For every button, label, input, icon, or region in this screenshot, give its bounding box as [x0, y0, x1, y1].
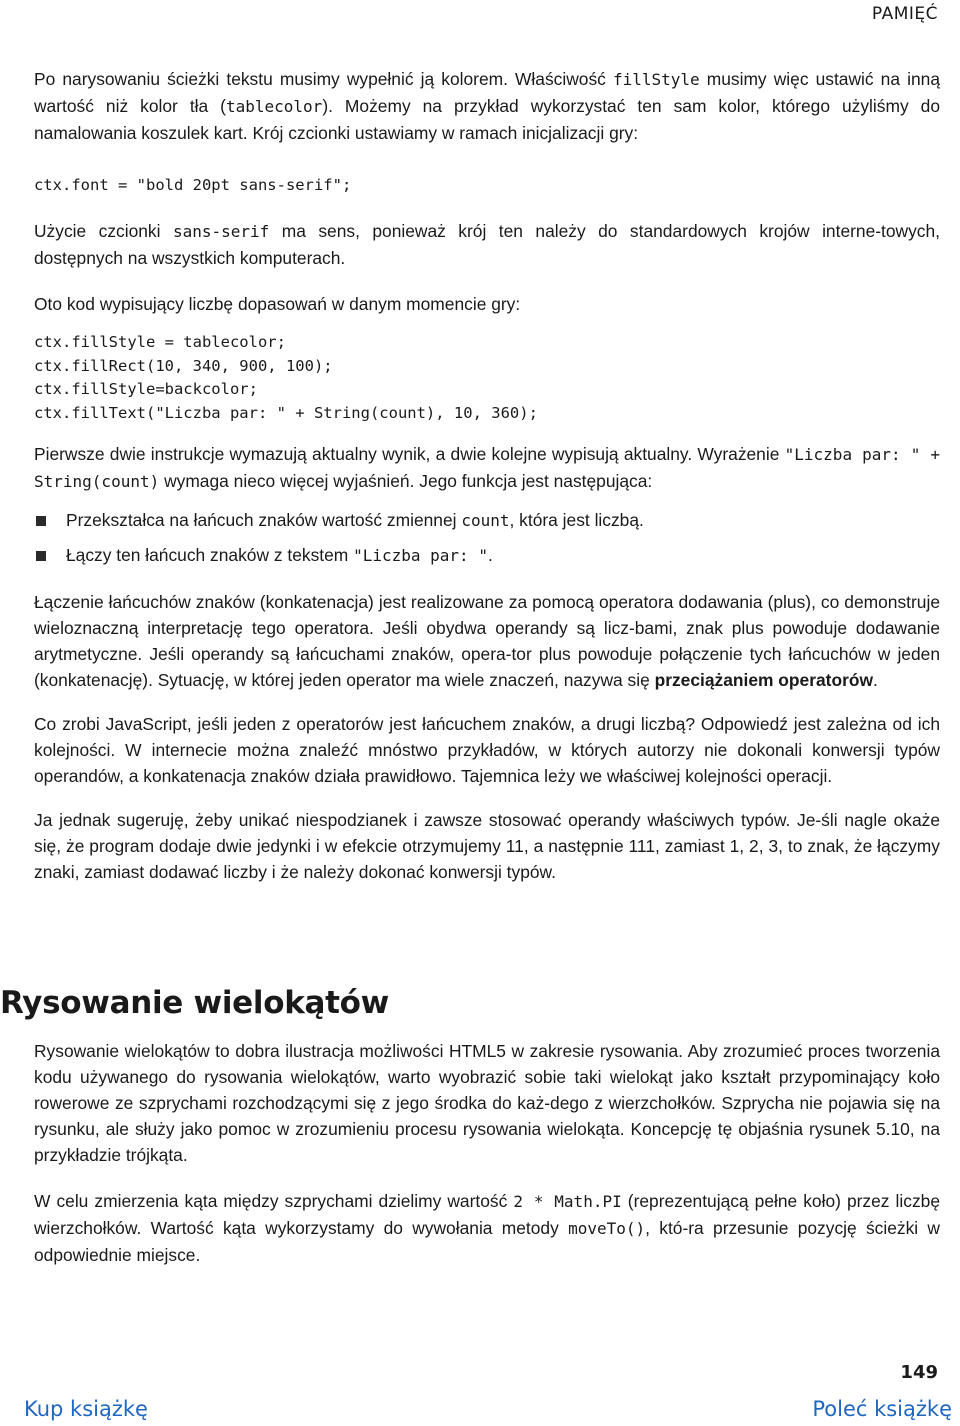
- text: Użycie czcionki: [34, 221, 173, 241]
- inline-code: tablecolor: [225, 97, 323, 116]
- bold-term: przeciążaniem operatorów: [654, 670, 873, 690]
- paragraph-advice: Ja jednak sugeruję, żeby unikać niespodzianek i zawsze stosować operandy właściwych typów. Je-śli nagle okaże się, że program dodaje dwie jedynki i w efekcie otrzymujemy 11, a następnie 111, zamiast 1, 2, 3, to znak, że łączymy znaki, zamiast dodawać liczby i że należy dokonać konwersji typów.: [34, 810, 940, 882]
- text: ma sens, ponieważ krój ten należy do standardowych krojów interne-towych, dostępnych na wszystkich komputerach.: [34, 221, 940, 268]
- text: , która jest liczbą.: [509, 510, 644, 530]
- section-content: [34, 1038, 940, 1268]
- chapter-label: PAMIĘĆ: [871, 4, 938, 24]
- section-heading: Rysowanie wielokątów: [0, 985, 390, 1021]
- inline-code: count: [461, 511, 510, 530]
- text: Łączenie łańcuchów znaków (konkatenacja) jest realizowane za pomocą operatora dodawania (plus), co demonstruje wieloznaczną interpretację tego operatora. Jeśli obydwa operandy są licz-bami, znak plus powoduje dodawanie arytmetyczne. Jeśli operandy są łańcuchami znaków, opera-tor plus powoduje połączenie tych łańcuchów w jeden (konkatenację). Sytuację, w której jeden operator ma wiele znaczeń, nazywa się: [34, 592, 940, 690]
- code-line: ctx.fillStyle = tablecolor;: [34, 333, 286, 351]
- inline-code: "Liczba par: " + String(count): [34, 445, 941, 491]
- bullet-square-icon: [36, 551, 46, 561]
- paragraph-concatenation: [34, 589, 940, 693]
- inline-code: sans-serif: [172, 222, 270, 241]
- paragraph-intro: [34, 66, 940, 170]
- text: Pierwsze dwie instrukcje wymazują aktualny wynik, a dwie kolejne wypisują aktualny. Wyrażenie: [34, 444, 785, 464]
- text: (reprezentującą pełne koło) przez liczbę wierzchołków. Wartość kąta wykorzystamy do wywołania metody: [34, 1191, 940, 1238]
- paragraph-code-intro: Oto kod wypisujący liczbę dopasowań w danym momencie gry:: [34, 294, 521, 314]
- inline-code: "Liczba par: ": [353, 546, 488, 565]
- page-number: 149: [900, 1362, 938, 1383]
- text: .: [873, 670, 878, 690]
- main-content: [34, 66, 940, 885]
- paragraph-question: Co zrobi JavaScript, jeśli jeden z operatorów jest łańcuchem znaków, a drugi liczbą? Odpowiedź jest zależna od ich kolejności. W internecie można znaleźć mnóstwo przykładów, w których autorzy nie dokonali konwersji typów operandów, a konkatenacja znaków działa prawidłowo. Tajemnica leży we właściwej kolejności operacji.: [34, 714, 940, 786]
- paragraph-angle: [34, 1188, 940, 1268]
- code-line: ctx.fillRect(10, 340, 900, 100);: [34, 356, 333, 375]
- list-item: [34, 542, 940, 569]
- paragraph-explanation: [34, 441, 940, 495]
- recommend-book-link[interactable]: Poleć książkę: [812, 1397, 952, 1421]
- code-line: ctx.fillText("Liczba par: " + String(count), 10, 360);: [34, 403, 538, 422]
- text: , któ-ra przesunie pozycję ścieżki w odpowiednie miejsce.: [34, 1218, 940, 1265]
- text: W celu zmierzenia kąta między szprychami dzielimy wartość: [34, 1191, 514, 1211]
- text: .: [487, 545, 493, 565]
- paragraph-polygons: Rysowanie wielokątów to dobra ilustracja możliwości HTML5 w zakresie rysowania. Aby zrozumieć proces tworzenia kodu używanego do rysowania wielokątów, warto wyobrazić sobie taki wielokąt jako kształt przypominający koło rowerowe ze szprychami rozchodzącymi się z jego środka do każ-dego z wierzchołków. Szprycha nie pojawia się na rysunku, ale służy jako pomoc w zrozumieniu procesu rysowania wielokąta. Koncepcję tę objaśnia rysunek 5.10, na przykładzie trójkąta.: [34, 1041, 940, 1165]
- bullet-square-icon: [36, 516, 46, 526]
- code-line: ctx.fillStyle=backcolor;: [34, 380, 258, 398]
- paragraph-font-explanation: [34, 218, 940, 271]
- bullet-list: [34, 507, 940, 569]
- list-item: [34, 507, 940, 534]
- text: wymaga nieco więcej wyjaśnień. Jego funkcja jest następująca:: [159, 471, 653, 491]
- inline-code: 2 * Math.PI: [513, 1192, 622, 1211]
- text: ). Możemy na przykład wykorzystać ten sam kolor, którego użyliśmy do namalowania koszulek kart. Krój czcionki ustawiamy w ramach inicjalizacji gry:: [34, 96, 940, 143]
- inline-code: moveTo(): [568, 1219, 646, 1238]
- code-block-font: ctx.font = "bold 20pt sans-serif";: [34, 176, 352, 194]
- text: Po narysowaniu ścieżki tekstu musimy wypełnić ją kolorem. Właściwość: [34, 69, 613, 89]
- text: Przekształca na łańcuch znaków wartość zmiennej: [66, 510, 462, 530]
- code-block-score: [34, 331, 940, 425]
- inline-code: fillStyle: [612, 70, 700, 89]
- text: musimy więc ustawić na inną wartość niż kolor tła (: [34, 69, 940, 116]
- text: Łączy ten łańcuch znaków z tekstem: [66, 545, 354, 565]
- buy-book-link[interactable]: Kup książkę: [24, 1397, 148, 1421]
